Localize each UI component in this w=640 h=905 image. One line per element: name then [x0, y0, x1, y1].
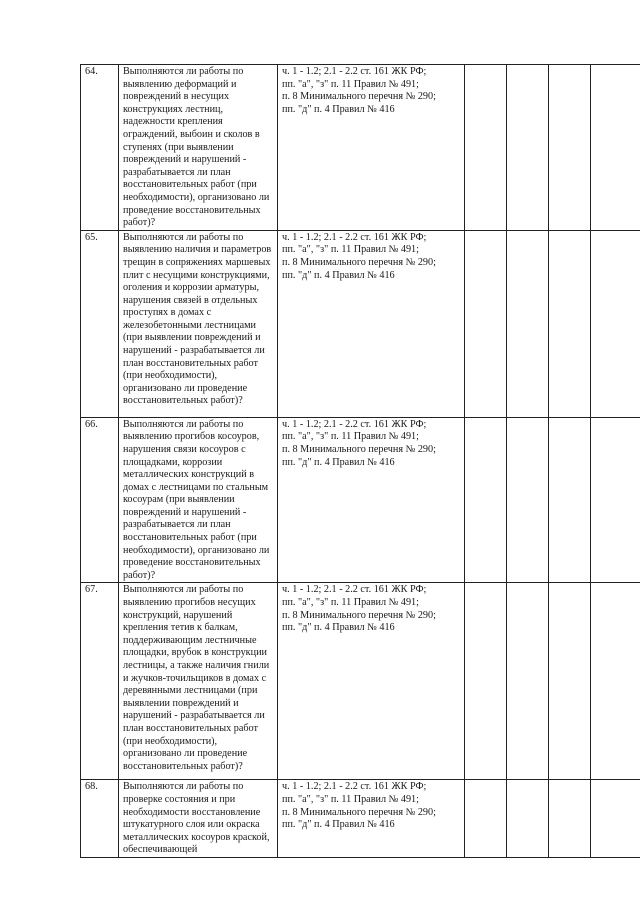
legal-reference-cell — [278, 230, 465, 417]
legal-reference-cell — [278, 65, 465, 231]
legal-reference-line: п. 8 Минимального перечня № 290; — [282, 609, 436, 621]
legal-reference-line: пп. "а", "з" п. 11 Правил № 491; — [282, 431, 419, 443]
row-number: 64. — [81, 65, 119, 231]
table-row — [81, 780, 640, 858]
answer-not-applicable-cell — [549, 417, 591, 583]
answer-yes-cell — [465, 230, 507, 417]
note-cell — [591, 417, 640, 583]
row-number: 66. — [81, 417, 119, 583]
legal-reference-line: пп. "а", "з" п. 11 Правил № 491; — [282, 794, 419, 806]
legal-reference-line: пп. "а", "з" п. 11 Правил № 491; — [282, 244, 419, 256]
table-row — [81, 65, 640, 231]
question-cell: Выполняются ли работы по проверке состояния и при необходимости восстановление штукатурного слоя или окраска металлических косоуров краской, обеспечивающей — [119, 780, 278, 858]
table-row — [81, 417, 640, 583]
legal-reference-line: пп. "д" п. 4 Правил № 416 — [282, 819, 395, 831]
note-cell — [591, 780, 640, 858]
answer-yes-cell — [465, 780, 507, 858]
answer-yes-cell — [465, 583, 507, 780]
answer-no-cell — [507, 780, 549, 858]
legal-reference-line: пп. "д" п. 4 Правил № 416 — [282, 456, 395, 468]
legal-reference-line: пп. "д" п. 4 Правил № 416 — [282, 269, 395, 281]
legal-reference-line: ч. 1 - 1.2; 2.1 - 2.2 ст. 161 ЖК РФ; — [282, 231, 427, 243]
legal-reference-line: ч. 1 - 1.2; 2.1 - 2.2 ст. 161 ЖК РФ; — [282, 418, 427, 430]
question-cell: Выполняются ли работы по выявлению прогибов косоуров, нарушения связи косоуров с площадками, коррозии металлических конструкций в домах с лестницами по стальным косоурам (при выявлении повреждений и нарушений - разрабатывается ли план восстановительных работ (при необходимости), организовано ли проведение восстановительных работ)? — [119, 417, 278, 583]
note-cell — [591, 65, 640, 231]
legal-reference-cell — [278, 583, 465, 780]
question-cell: Выполняются ли работы по выявлению прогибов несущих конструкций, нарушений крепления тетив к балкам, поддерживающим лестничные площадки, врубок в конструкции лестницы, а также наличия гнили и жучков-точильщиков в домах с деревянными лестницами (при выявлении повреждений и нарушений - разрабатывается ли план восстановительных работ (при необходимости), организовано ли проведение восстановительных работ)? — [119, 583, 278, 780]
question-cell: Выполняются ли работы по выявлению наличия и параметров трещин в сопряжениях маршевых плит с несущими конструкциями, оголения и коррозии арматуры, нарушения связей в отдельных проступях в домах с железобетонными лестницами (при выявлении повреждений и нарушений - разрабатывается ли план восстановительных работ (при необходимости), организовано ли проведение восстановительных работ)? — [119, 230, 278, 417]
legal-reference-line: пп. "д" п. 4 Правил № 416 — [282, 103, 395, 115]
legal-reference-line: пп. "а", "з" п. 11 Правил № 491; — [282, 78, 419, 90]
answer-not-applicable-cell — [549, 583, 591, 780]
legal-reference-line: ч. 1 - 1.2; 2.1 - 2.2 ст. 161 ЖК РФ; — [282, 66, 427, 77]
row-number: 65. — [81, 230, 119, 417]
legal-reference-cell — [278, 780, 465, 858]
legal-reference-cell — [278, 417, 465, 583]
legal-reference-line: пп. "д" п. 4 Правил № 416 — [282, 622, 395, 634]
answer-not-applicable-cell — [549, 780, 591, 858]
legal-reference-line: п. 8 Минимального перечня № 290; — [282, 256, 436, 268]
row-number: 68. — [81, 780, 119, 858]
legal-reference-line: п. 8 Минимального перечня № 290; — [282, 443, 436, 455]
question-cell: Выполняются ли работы по выявлению деформаций и повреждений в несущих конструкциях лестниц, надежности крепления ограждений, выбоин и сколов в ступенях (при выявлении повреждений и нарушений - разрабатывается ли план восстановительных работ (при необходимости), организовано ли проведение восстановительных работ)? — [119, 65, 278, 231]
answer-yes-cell — [465, 417, 507, 583]
answer-no-cell — [507, 583, 549, 780]
note-cell — [591, 230, 640, 417]
answer-not-applicable-cell — [549, 65, 591, 231]
answer-no-cell — [507, 230, 549, 417]
answer-not-applicable-cell — [549, 230, 591, 417]
checklist-table — [80, 64, 640, 858]
row-number: 67. — [81, 583, 119, 780]
answer-no-cell — [507, 65, 549, 231]
legal-reference-line: пп. "а", "з" п. 11 Правил № 491; — [282, 597, 419, 609]
table-row — [81, 230, 640, 417]
legal-reference-line: п. 8 Минимального перечня № 290; — [282, 91, 436, 103]
table-row — [81, 583, 640, 780]
legal-reference-line: ч. 1 - 1.2; 2.1 - 2.2 ст. 161 ЖК РФ; — [282, 584, 427, 596]
legal-reference-line: п. 8 Минимального перечня № 290; — [282, 806, 436, 818]
legal-reference-line: ч. 1 - 1.2; 2.1 - 2.2 ст. 161 ЖК РФ; — [282, 781, 427, 793]
answer-yes-cell — [465, 65, 507, 231]
answer-no-cell — [507, 417, 549, 583]
note-cell — [591, 583, 640, 780]
